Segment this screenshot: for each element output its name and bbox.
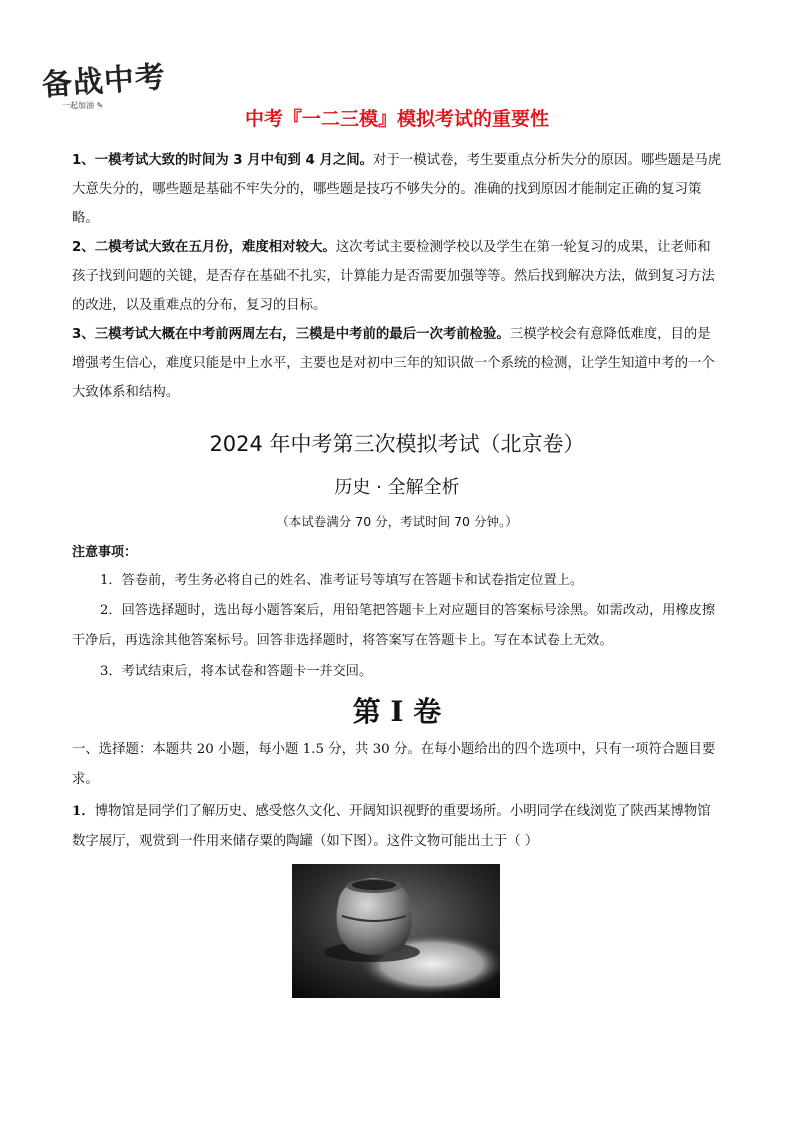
- promo-item-1: [72, 146, 724, 233]
- logo-text: 备战中考: [40, 59, 168, 104]
- promo-item-2-text: 这次考试主要检测学校以及学生在第一轮复习的成果，让老师和孩子找到问题的关键，是否存在基础不扎实，计算能力是否需要加强等等。然后找到解决方法，做到复习方法的改进，以及重难点的分布，复习的目标。: [72, 240, 715, 313]
- question-1-text: 博物馆是同学们了解历史、感受悠久文化、开阔知识视野的重要场所。小明同学在线浏览了陕西某博物馆数字展厅，观赏到一件用来储存粟的陶罐（如下图）。这件文物可能出土于（ ）: [72, 804, 711, 849]
- notice-item-3: 3．考试结束后，将本试卷和答题卡一并交回。: [100, 664, 373, 679]
- promo-item-1-text: 对于一模试卷，考生要重点分析失分的原因。哪些题是马虎大意失分的，哪些题是基础不牢失分的，哪些题是技巧不够失分的。准确的找到原因才能制定正确的复习策略。: [72, 153, 722, 226]
- promo-item-3-lead: 3、三模考试大概在中考前两周左右，三模是中考前的最后一次考前检验。: [72, 327, 510, 342]
- section-instructions: 一、选择题：本题共 20 小题，每小题 1.5 分，共 30 分。在每小题给出的四个选项中，只有一项符合题目要求。: [72, 742, 716, 787]
- notice-item-2: 2．回答选择题时，选出每小题答案后，用铅笔把答题卡上对应题目的答案标号涂黑。如需改动，用橡皮擦干净后，再选涂其他答案标号。回答非选择题时，将答案写在答题卡上。写在本试卷上无效。: [72, 603, 716, 648]
- exam-note: （本试卷满分 70 分，考试时间 70 分钟。）: [276, 514, 518, 529]
- promo-title: 中考『一二三模』模拟考试的重要性: [244, 108, 549, 130]
- promo-item-3: [72, 320, 724, 407]
- exam-subtitle: 历史 · 全解全析: [334, 477, 460, 498]
- promo-item-2-lead: 2、二模考试大致在五月份，难度相对较大。: [72, 240, 336, 255]
- notice-heading: 注意事项：: [72, 545, 138, 560]
- promo-item-2: [72, 233, 724, 320]
- notice-item-1: 1．答卷前，考生务必将自己的姓名、准考证号等填写在答题卡和试卷指定位置上。: [100, 573, 584, 588]
- exam-title: 2024 年中考第三次模拟考试（北京卷）: [209, 432, 585, 456]
- question-1-number: 1．: [72, 803, 95, 819]
- promo-item-1-lead: 1、一模考试大致的时间为 3 月中旬到 4 月之间。: [72, 153, 374, 168]
- pottery-jar-photo: [292, 864, 500, 998]
- logo-subtext: 一起加油 ✎: [62, 101, 104, 110]
- part-title: 第 I 卷: [352, 695, 442, 728]
- question-1: [72, 796, 724, 857]
- promo-item-3-text: 三模学校会有意降低难度，目的是增强考生信心，难度只能是中上水平，主要也是对初中三年的知识做一个系统的检测，让学生知道中考的一个大致体系和结构。: [72, 327, 715, 400]
